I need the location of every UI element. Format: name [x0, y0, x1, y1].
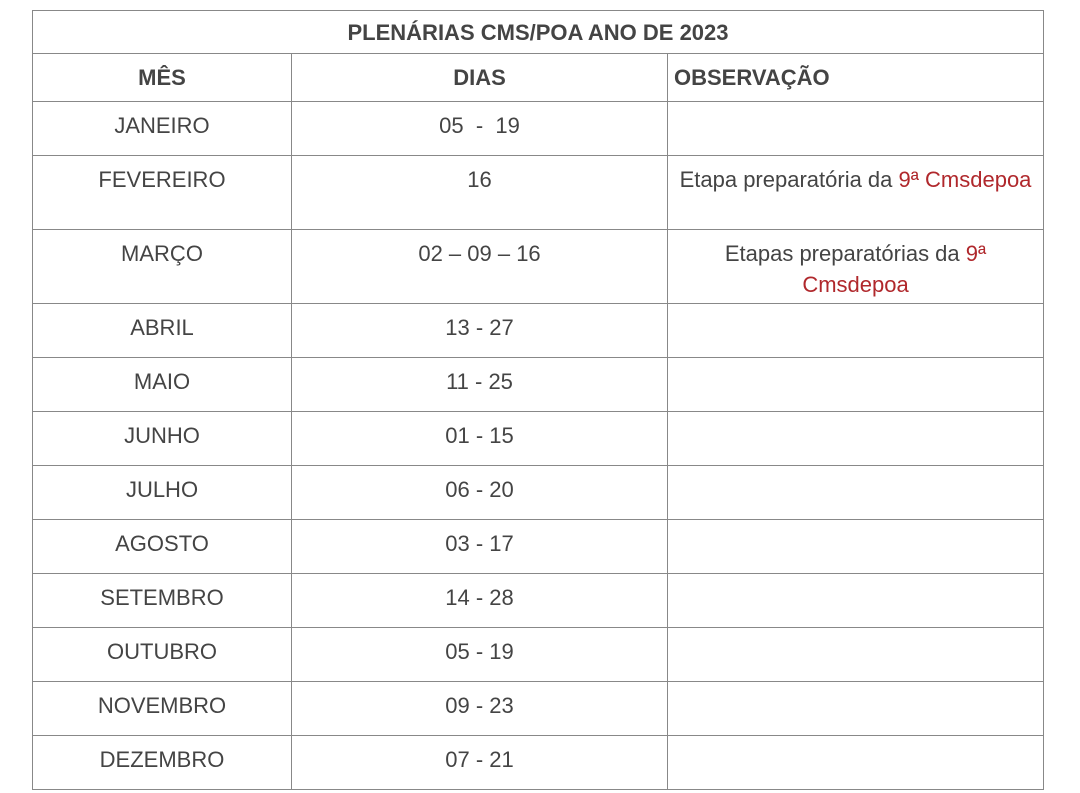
header-row — [33, 54, 1044, 102]
month-cell: NOVEMBRO — [33, 682, 292, 736]
note-cell — [668, 736, 1044, 790]
days-cell: 05 - 19 — [292, 102, 668, 156]
days-cell: 09 - 23 — [292, 682, 668, 736]
table-row — [33, 628, 1044, 682]
table-row — [33, 736, 1044, 790]
month-cell: DEZEMBRO — [33, 736, 292, 790]
note-text: Etapas preparatórias da — [724, 241, 966, 266]
days-cell: 16 — [292, 156, 668, 230]
days-cell: 07 - 21 — [292, 736, 668, 790]
note-cell — [668, 304, 1044, 358]
month-cell: JULHO — [33, 466, 292, 520]
table-row — [33, 466, 1044, 520]
month-cell: OUTUBRO — [33, 628, 292, 682]
note-cell — [668, 230, 1044, 304]
table-row — [33, 682, 1044, 736]
table-row — [33, 358, 1044, 412]
month-cell: AGOSTO — [33, 520, 292, 574]
note-cell — [668, 102, 1044, 156]
table-row — [33, 304, 1044, 358]
note-cell — [668, 520, 1044, 574]
header-note: OBSERVAÇÃO — [668, 54, 1044, 102]
days-cell: 06 - 20 — [292, 466, 668, 520]
days-cell: 11 - 25 — [292, 358, 668, 412]
table-row — [33, 412, 1044, 466]
note-cell — [668, 574, 1044, 628]
month-cell: MAIO — [33, 358, 292, 412]
month-cell: FEVEREIRO — [33, 156, 292, 230]
note-cell — [668, 412, 1044, 466]
month-cell: JUNHO — [33, 412, 292, 466]
note-cell — [668, 682, 1044, 736]
table-row — [33, 520, 1044, 574]
days-cell: 02 – 09 – 16 — [292, 230, 668, 304]
table-row — [33, 102, 1044, 156]
month-cell: ABRIL — [33, 304, 292, 358]
note-text: Etapa preparatória da — [679, 167, 899, 192]
month-cell: JANEIRO — [33, 102, 292, 156]
note-highlight: 9ª Cmsdepoa — [802, 241, 987, 297]
days-cell: 03 - 17 — [292, 520, 668, 574]
month-cell: MARÇO — [33, 230, 292, 304]
days-cell: 05 - 19 — [292, 628, 668, 682]
note-cell — [668, 156, 1044, 230]
note-highlight: 9ª Cmsdepoa — [898, 167, 1032, 192]
days-cell: 14 - 28 — [292, 574, 668, 628]
days-cell: 01 - 15 — [292, 412, 668, 466]
header-days: DIAS — [292, 54, 668, 102]
header-month: MÊS — [33, 54, 292, 102]
days-cell: 13 - 27 — [292, 304, 668, 358]
table-row — [33, 230, 1044, 304]
table-row — [33, 574, 1044, 628]
month-cell: SETEMBRO — [33, 574, 292, 628]
plenarias-table — [32, 10, 1044, 790]
table-row — [33, 156, 1044, 230]
note-cell — [668, 466, 1044, 520]
table-title: PLENÁRIAS CMS/POA ANO DE 2023 — [33, 11, 1044, 54]
note-cell — [668, 628, 1044, 682]
note-cell — [668, 358, 1044, 412]
